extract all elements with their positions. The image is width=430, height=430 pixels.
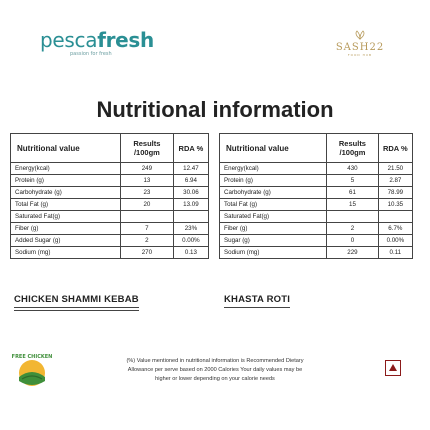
header-results [327, 134, 378, 163]
nutrient-result: 5 [327, 175, 378, 187]
dish-name-left-text: CHICKEN SHAMMI KEBAB [14, 294, 139, 305]
nutrient-name: Protein (g) [220, 175, 327, 187]
nutrient-name: Energy(kcal) [11, 163, 121, 175]
nutrient-result: 2 [121, 235, 174, 247]
nutrient-result: 23 [121, 187, 174, 199]
nutrient-rda: 12.47 [173, 163, 208, 175]
nutrient-result [121, 211, 174, 223]
nutrient-rda [378, 211, 412, 223]
nutrient-result: 20 [121, 199, 174, 211]
logo-word-b: fresh [97, 28, 154, 52]
table-row [220, 247, 413, 259]
header-results-a: Results [338, 139, 366, 148]
nutrient-result: 7 [121, 223, 174, 235]
table-row [220, 211, 413, 223]
nutrient-rda: 0.13 [173, 247, 208, 259]
header-nutritional-value: Nutritional value [11, 134, 121, 163]
free-chicken-badge [11, 349, 53, 389]
table-header-row [220, 134, 413, 163]
header-results-b: /100gm [339, 148, 366, 157]
dish-name-right [224, 294, 290, 308]
logo-word-a: pesca [40, 28, 98, 52]
nutrient-rda: 23% [173, 223, 208, 235]
nutrient-rda: 21.50 [378, 163, 412, 175]
nutrient-rda: 13.09 [173, 199, 208, 211]
table-row [11, 163, 209, 175]
table-row [11, 247, 209, 259]
nutrient-name: Total Fat (g) [11, 199, 121, 211]
nutrient-rda: 0.00% [378, 235, 412, 247]
sash22-name: SASH22 [335, 42, 385, 53]
footnote-line: Allowance per serve based on 2000 Calories Your daily values may be [127, 367, 303, 373]
nutrition-table-left [10, 133, 209, 259]
nutrient-result [327, 211, 378, 223]
nutrient-result: 229 [327, 247, 378, 259]
header-results-a: Results [133, 139, 161, 148]
nutrition-table-right [219, 133, 413, 259]
table-header-row [11, 134, 209, 163]
nutrient-rda: 0.11 [378, 247, 412, 259]
header-rda: RDA % [173, 134, 208, 163]
table-row [11, 223, 209, 235]
header-results-b: /100gm [133, 148, 160, 157]
table-row [220, 175, 413, 187]
footnote-line: higher or lower depending on your calorie needs [155, 376, 275, 382]
chicken-badge-icon [11, 349, 53, 389]
dish-underline [14, 307, 139, 308]
nutrient-result: 0 [327, 235, 378, 247]
nutrient-result: 2 [327, 223, 378, 235]
nutrient-name: Total Fat (g) [220, 199, 327, 211]
nutrient-rda: 30.06 [173, 187, 208, 199]
nutrient-result: 249 [121, 163, 174, 175]
table-row [11, 175, 209, 187]
nutrient-rda: 78.99 [378, 187, 412, 199]
table-row [11, 211, 209, 223]
sash22-sub: FOOD HUB [347, 53, 373, 57]
nutrient-name: Fiber (g) [11, 223, 121, 235]
leaf-icon [330, 30, 390, 42]
table-row [220, 199, 413, 211]
nutrient-rda: 10.35 [378, 199, 412, 211]
nutrient-name: Sugar (g) [220, 235, 327, 247]
nutrient-rda [173, 211, 208, 223]
dish-name-left [14, 294, 139, 311]
dish-underline [224, 307, 290, 308]
nutrient-rda: 2.87 [378, 175, 412, 187]
table-row [220, 163, 413, 175]
nutrient-name: Protein (g) [11, 175, 121, 187]
header-nutritional-value: Nutritional value [220, 134, 327, 163]
nutrient-name: Saturated Fat(g) [220, 211, 327, 223]
sash22-logo [330, 30, 390, 57]
table-row [220, 235, 413, 247]
table-row [11, 187, 209, 199]
rda-footnote [70, 357, 360, 384]
nutrient-result: 430 [327, 163, 378, 175]
nutrient-name: Carbohydrate (g) [11, 187, 121, 199]
dish-name-right-text: KHASTA ROTI [224, 294, 291, 305]
nutrient-name: Carbohydrate (g) [220, 187, 327, 199]
nutrient-name: Added Sugar (g) [11, 235, 121, 247]
nutrient-result: 15 [327, 199, 378, 211]
pescafresh-logo [40, 30, 154, 57]
page-title: Nutritional information [96, 97, 334, 122]
nutrient-name: Saturated Fat(g) [11, 211, 121, 223]
logo-tagline: passion for fresh [70, 51, 112, 57]
nutrient-name: Sodium (mg) [11, 247, 121, 259]
nutrient-result: 61 [327, 187, 378, 199]
triangle-icon [389, 364, 397, 371]
table-row [11, 199, 209, 211]
badge-text: FREE CHICKEN [11, 354, 53, 360]
nutrient-result: 270 [121, 247, 174, 259]
header-rda: RDA % [378, 134, 412, 163]
nutrient-name: Energy(kcal) [220, 163, 327, 175]
non-veg-icon [385, 360, 401, 376]
nutrient-rda: 0.00% [173, 235, 208, 247]
table-row [11, 235, 209, 247]
nutrient-rda: 6.94 [173, 175, 208, 187]
dish-underline [14, 310, 139, 311]
table-row [220, 187, 413, 199]
nutrient-result: 13 [121, 175, 174, 187]
footnote-line: (%) Value mentioned in nutritional information is Recommended Dietary [126, 358, 304, 364]
table-row [220, 223, 413, 235]
header-results [121, 134, 174, 163]
nutrient-rda: 6.7% [378, 223, 412, 235]
nutrient-name: Sodium (mg) [220, 247, 327, 259]
nutrient-name: Fiber (g) [220, 223, 327, 235]
